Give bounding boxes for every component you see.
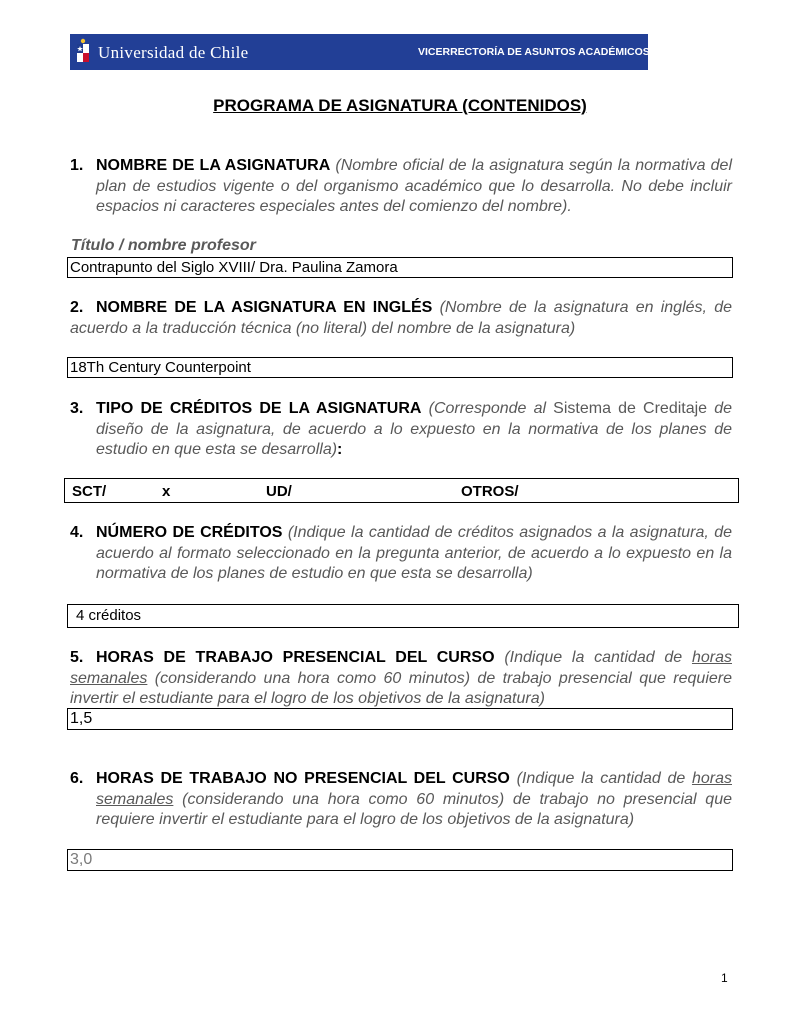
section-description-a: (Indique la cantidad de bbox=[504, 649, 683, 666]
page-number: 1 bbox=[721, 971, 728, 985]
section-number: 6. bbox=[70, 770, 84, 787]
course-name-field[interactable]: Contrapunto del Siglo XVIII/ Dra. Paulina Zamora bbox=[67, 257, 733, 278]
section-number: 3. bbox=[70, 400, 84, 417]
section-text bbox=[96, 769, 732, 831]
non-contact-hours-field[interactable]: 3,0 bbox=[67, 849, 733, 871]
section-description: (Nombre oficial de la asignatura según la normativa del plan de estudios vigente o del organismo académico que lo desarrolla. No debe incluir espacios ni caracteres especiales antes del comienzo del nombre). bbox=[96, 157, 732, 215]
university-crest-icon bbox=[74, 38, 92, 66]
section-text bbox=[96, 523, 732, 585]
section-text bbox=[96, 399, 732, 461]
credit-type-row bbox=[64, 478, 739, 503]
section-heading: TIPO DE CRÉDITOS DE LA ASIGNATURA bbox=[96, 400, 422, 417]
section-heading: HORAS DE TRABAJO NO PRESENCIAL DEL CURSO bbox=[96, 770, 510, 787]
section-description: (Indique la cantidad de créditos asignados a la asignatura, de acuerdo al formato seleccionado en la pregunta anterior, de acuerdo a lo expuesto en la normativa de los planes de estudio en que esta se desarrolla) bbox=[96, 524, 733, 582]
section-text bbox=[70, 298, 732, 339]
section-description-b: Sistema de Creditaje bbox=[553, 400, 708, 417]
section-description-b: (considerando una hora como 60 minutos) de trabajo no presencial que requiere invertir el estudiante para el logro de los objetivos de la asignatura) bbox=[96, 790, 733, 828]
option-ud[interactable]: UD/ bbox=[266, 483, 292, 500]
option-sct-mark: x bbox=[162, 483, 171, 500]
section-text bbox=[96, 156, 732, 218]
section-description-b: (considerando una hora como 60 minutos) de trabajo presencial que requiere invertir el estudiante para el logro de los objetivos de la asignatura) bbox=[70, 669, 733, 707]
section-colon: : bbox=[337, 441, 343, 458]
document-title: PROGRAMA DE ASIGNATURA (CONTENIDOS) bbox=[213, 96, 587, 115]
option-otros[interactable]: OTROS/ bbox=[461, 483, 519, 500]
section-description: (Nombre de la asignatura en inglés, de acuerdo a la traducción técnica (no literal) del nombre de la asignatura) bbox=[70, 299, 733, 337]
section-number: 1. bbox=[70, 157, 84, 174]
section-heading: HORAS DE TRABAJO PRESENCIAL DEL CURSO bbox=[96, 649, 495, 666]
english-name-field[interactable]: 18Th Century Counterpoint bbox=[67, 357, 733, 378]
section-description-c: de diseño de la asignatura, de acuerdo a lo expuesto en la normativa de los planes de estudio en que esta se desarrolla) bbox=[96, 400, 733, 458]
section-number: 5. bbox=[70, 649, 84, 666]
section-description-underlined: horas semanales bbox=[70, 649, 732, 687]
section-heading: NOMBRE DE LA ASIGNATURA EN INGLÉS bbox=[96, 299, 433, 316]
professor-subtitle: Título / nombre profesor bbox=[71, 237, 256, 254]
section-description-underlined: horas semanales bbox=[96, 770, 732, 808]
credits-field[interactable]: 4 créditos bbox=[67, 604, 739, 628]
contact-hours-field[interactable]: 1,5 bbox=[67, 708, 733, 730]
section-description-a: (Corresponde al bbox=[428, 400, 547, 417]
university-name: Universidad de Chile bbox=[98, 43, 249, 62]
header-banner bbox=[70, 34, 648, 70]
option-sct[interactable]: SCT/ bbox=[72, 483, 107, 500]
section-description-a: (Indique la cantidad de bbox=[516, 770, 686, 787]
section-number: 4. bbox=[70, 524, 84, 541]
section-number: 2. bbox=[70, 299, 84, 316]
section-heading: NÚMERO DE CRÉDITOS bbox=[96, 524, 283, 541]
section-text bbox=[70, 648, 732, 710]
vice-rectorate-label: VICERRECTORÍA DE ASUNTOS ACADÉMICOS bbox=[418, 46, 650, 58]
section-heading: NOMBRE DE LA ASIGNATURA bbox=[96, 157, 331, 174]
